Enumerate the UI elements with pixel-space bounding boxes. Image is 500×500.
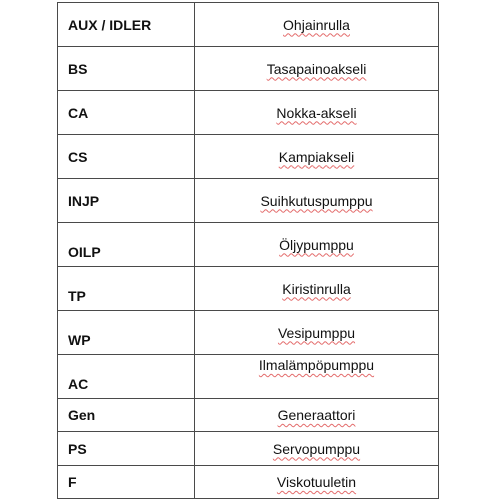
table-row [58,179,439,223]
code-cell: PS [58,432,195,466]
meaning-text: Ohjainrulla [283,16,350,33]
meaning-text: Servopumppu [272,440,361,457]
code-cell: INJP [58,179,195,223]
code-cell: BS [58,47,195,91]
meaning-cell [195,399,439,432]
code-cell: CS [58,135,195,179]
table-row [58,135,439,179]
table-row [58,47,439,91]
meaning-text: Nokka-akseli [276,104,357,121]
meaning-cell [195,311,439,355]
abbreviation-table [57,2,439,499]
table-row [58,3,439,47]
meaning-cell [195,135,439,179]
meaning-text: Kampiakseli [278,148,355,165]
table-row [58,311,439,355]
meaning-text: Tasapainoakseli [266,60,367,77]
table-row [58,355,439,399]
table-row [58,466,439,499]
meaning-cell [195,432,439,466]
table-row [58,267,439,311]
code-cell: AC [58,355,195,399]
meaning-text: Viskotuuletin [276,474,357,490]
meaning-text: Vesipumppu [277,324,356,341]
table-row [58,223,439,267]
meaning-cell [195,179,439,223]
meaning-cell [195,267,439,311]
meaning-text: Öljypumppu [279,236,354,253]
meaning-cell [195,355,439,399]
table-row [58,91,439,135]
meaning-cell [195,223,439,267]
code-cell: Gen [58,399,195,432]
code-cell: TP [58,267,195,311]
meaning-text: Suihkutuspumppu [260,192,373,209]
meaning-cell [195,47,439,91]
table-row [58,399,439,432]
code-cell: OILP [58,223,195,267]
meaning-cell [195,3,439,47]
meaning-text: Ilmalämpöpumppu [258,357,375,373]
code-cell: F [58,466,195,499]
code-cell: WP [58,311,195,355]
meaning-text: Kiristinrulla [282,280,351,297]
meaning-cell [195,91,439,135]
meaning-text: Generaattori [277,407,356,423]
table-row [58,432,439,466]
code-cell: CA [58,91,195,135]
meaning-cell [195,466,439,499]
code-cell: AUX / IDLER [58,3,195,47]
